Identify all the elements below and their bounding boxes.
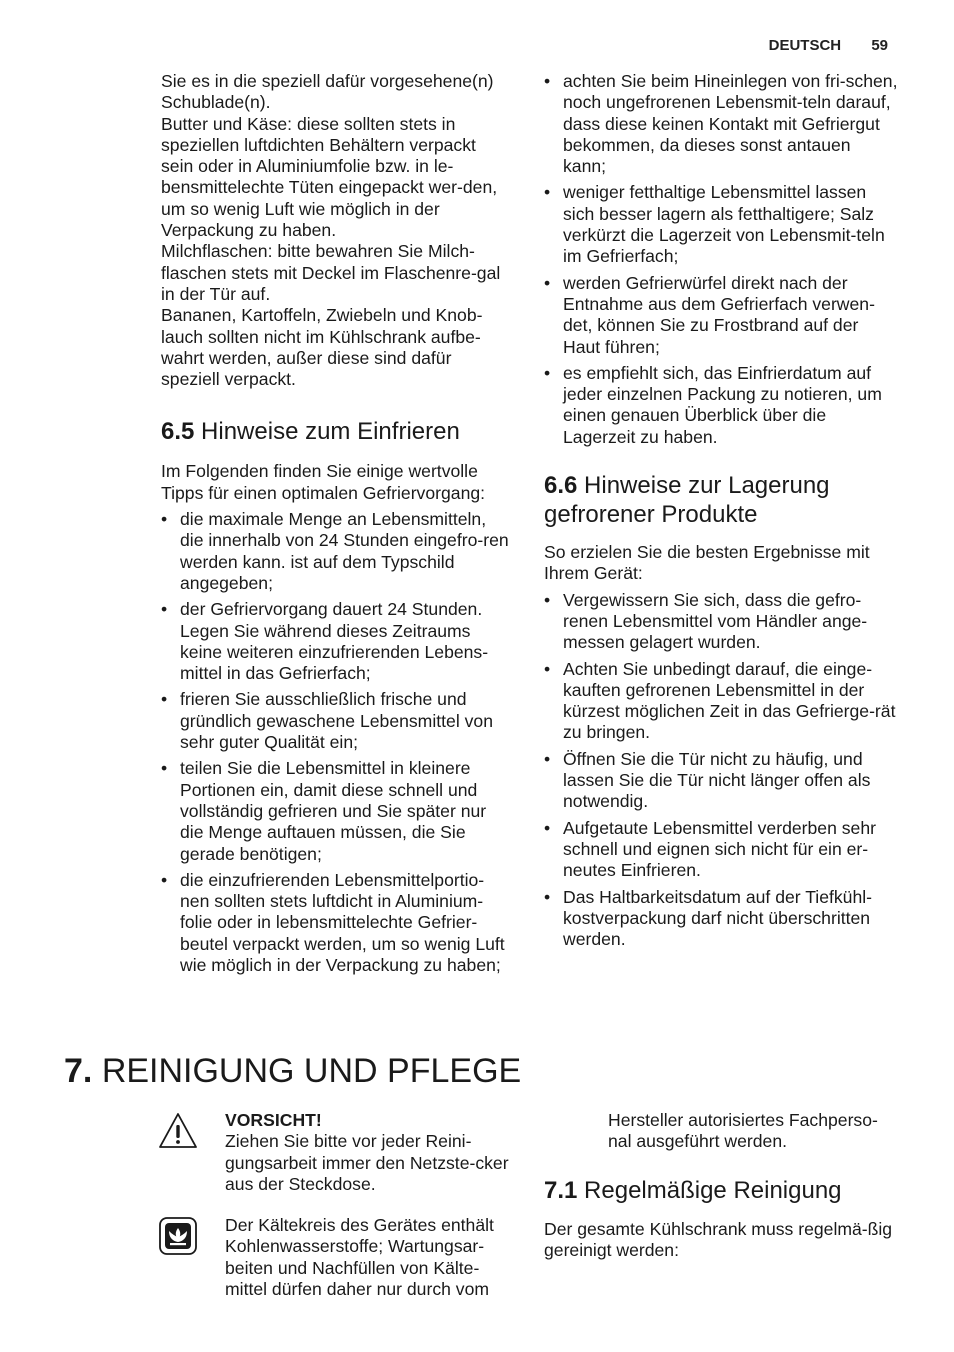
section-title: Hinweise zur Lagerung gefrorener Produkte: [544, 472, 830, 529]
intro-paragraph: Milchflaschen: bitte bewahren Sie Milch-flaschen stets mit Deckel im Flaschenre-gal in der Tür auf.: [161, 241, 501, 304]
page-number: 59: [871, 37, 888, 54]
list-item: • Öffnen Sie die Tür nicht zu häufig, und lassen Sie die Tür nicht länger offen als notwendig.: [544, 749, 898, 813]
list-item: • Vergewissern Sie sich, dass die gefro-renen Lebensmittel vom Händler ange-messen gelagert wurden.: [544, 590, 898, 654]
chapter-number: 7.: [64, 1052, 93, 1090]
warning-triangle-icon: [157, 1110, 199, 1152]
freezing-tips-list: [161, 509, 513, 976]
intro-paragraph: Bananen, Kartoffeln, Zwiebeln und Knob-lauch sollten nicht im Kühlschrank aufbe-wahrt werden, außer diese sind dafür speziell verpackt.: [161, 305, 483, 390]
list-item: • Achten Sie unbedingt darauf, die einge-kauften gefrorenen Lebensmittel in der kürzest möglichen Zeit in das Gefrierge-rät zu bringen.: [544, 659, 898, 744]
chapter-title: REINIGUNG UND PFLEGE: [101, 1052, 522, 1090]
freezing-tips-list-continued: [544, 71, 898, 448]
refrigerant-continued: Hersteller autorisiertes Fachperso-nal ausgeführt werden.: [608, 1110, 878, 1152]
section-text: Der gesamte Kühlschrank muss regelmä-ßig gereinigt werden:: [544, 1219, 893, 1261]
section-heading-6-6: [544, 471, 898, 529]
list-item: • werden Gefrierwürfel direkt nach der Entnahme aus dem Gefrierfach verwen-det, können Sie zu Frostbrand auf der Haut führen;: [544, 273, 898, 358]
list-item: • die einzufrierenden Lebensmittelportio-nen sollten stets luftdicht in Aluminium-folie oder in lebensmittelechte Gefrier-beutel verpackt werden, um so wenig Luft wie möglich in der Verpackung zu haben;: [161, 870, 513, 976]
storage-intro: [161, 71, 513, 390]
section-title: Regelmäßige Reinigung: [584, 1177, 842, 1204]
page-header: [769, 37, 888, 54]
list-item: • teilen Sie die Lebensmittel in kleinere Portionen ein, damit diese schnell und vollständig gefrieren und Sie später nur die Menge auftauen müssen, die Sie gerade benötigen;: [161, 758, 513, 864]
intro-paragraph: Butter und Käse: diese sollten stets in speziellen luftdichten Behältern verpackt sein oder in Aluminiumfolie bzw. in le-bensmittelechte Tüten eingepackt wer-den, um so wenig Luft wie möglich in der Verpackung zu haben.: [161, 113, 498, 241]
refrigerant-continued-block: [608, 1110, 898, 1153]
section-heading-6-5: [161, 417, 513, 446]
list-item: • Das Haltbarkeitsdatum auf der Tiefkühl-kostverpackung darf nicht überschritten werden.: [544, 887, 898, 951]
frozen-storage-list: [544, 590, 898, 951]
section-number: 6.6: [544, 472, 578, 500]
section-number: 6.5: [161, 418, 195, 446]
caution-block: [225, 1110, 515, 1195]
section-number: 7.1: [544, 1177, 578, 1204]
section-heading-7-1: [544, 1176, 898, 1205]
intro-paragraph: Sie es in die speziell dafür vorgesehene(n) Schublade(n).: [161, 71, 494, 113]
right-column: [544, 71, 898, 955]
caution-label: VORSICHT!: [225, 1110, 322, 1130]
chapter-heading-7: [64, 1050, 521, 1092]
list-item: • der Gefriervorgang dauert 24 Stunden. Legen Sie während dieses Zeitraums keine weiteren einzufrierenden Lebens-mittel in das Gefrierfach;: [161, 599, 513, 684]
caution-text: Ziehen Sie bitte vor jeder Reini-gungsarbeit immer den Netzste-cker aus der Steckdose.: [225, 1131, 509, 1194]
header-language: DEUTSCH: [768, 37, 842, 54]
section-title: Hinweise zum Einfrieren: [201, 418, 460, 446]
environment-icon: [157, 1215, 199, 1257]
left-column: [161, 71, 513, 981]
list-item: • die maximale Menge an Lebensmitteln, die innerhalb von 24 Stunden eingefro-ren werden kann. ist auf dem Typschild angegeben;: [161, 509, 513, 594]
section-7-1: [544, 1176, 898, 1262]
list-item: • Aufgetaute Lebensmittel verderben sehr schnell und eignen sich nicht für ein er-neutes Einfrieren.: [544, 818, 898, 882]
refrigerant-block: [225, 1215, 520, 1300]
section-intro: Im Folgenden finden Sie einige wertvolle Tipps für einen optimalen Gefriervorgang:: [161, 461, 486, 503]
refrigerant-text: Der Kältekreis des Gerätes enthält Kohlenwasserstoffe; Wartungsar-beiten und Nachfüllen von Kälte-mittel dürfen daher nur durch vom: [225, 1215, 494, 1299]
list-item: • es empfiehlt sich, das Einfrierdatum auf jeder einzelnen Packung zu notieren, um einen genauen Überblick über die Lagerzeit zu haben.: [544, 363, 898, 448]
list-item: • weniger fetthaltige Lebensmittel lassen sich besser lagern als fetthaltigere; Salz verkürzt die Lagerzeit von Lebensmit-teln im Gefrierfach;: [544, 182, 898, 267]
list-item: • achten Sie beim Hineinlegen von fri-schen, noch ungefrorenen Lebensmit-teln darauf, dass diese keinen Kontakt mit Gefriergut bekommen, da dieses sonst antauen kann;: [544, 71, 898, 177]
list-item: • frieren Sie ausschließlich frische und gründlich gewaschene Lebensmittel von sehr guter Qualität ein;: [161, 689, 513, 753]
section-intro: So erzielen Sie die besten Ergebnisse mit Ihrem Gerät:: [544, 542, 870, 584]
